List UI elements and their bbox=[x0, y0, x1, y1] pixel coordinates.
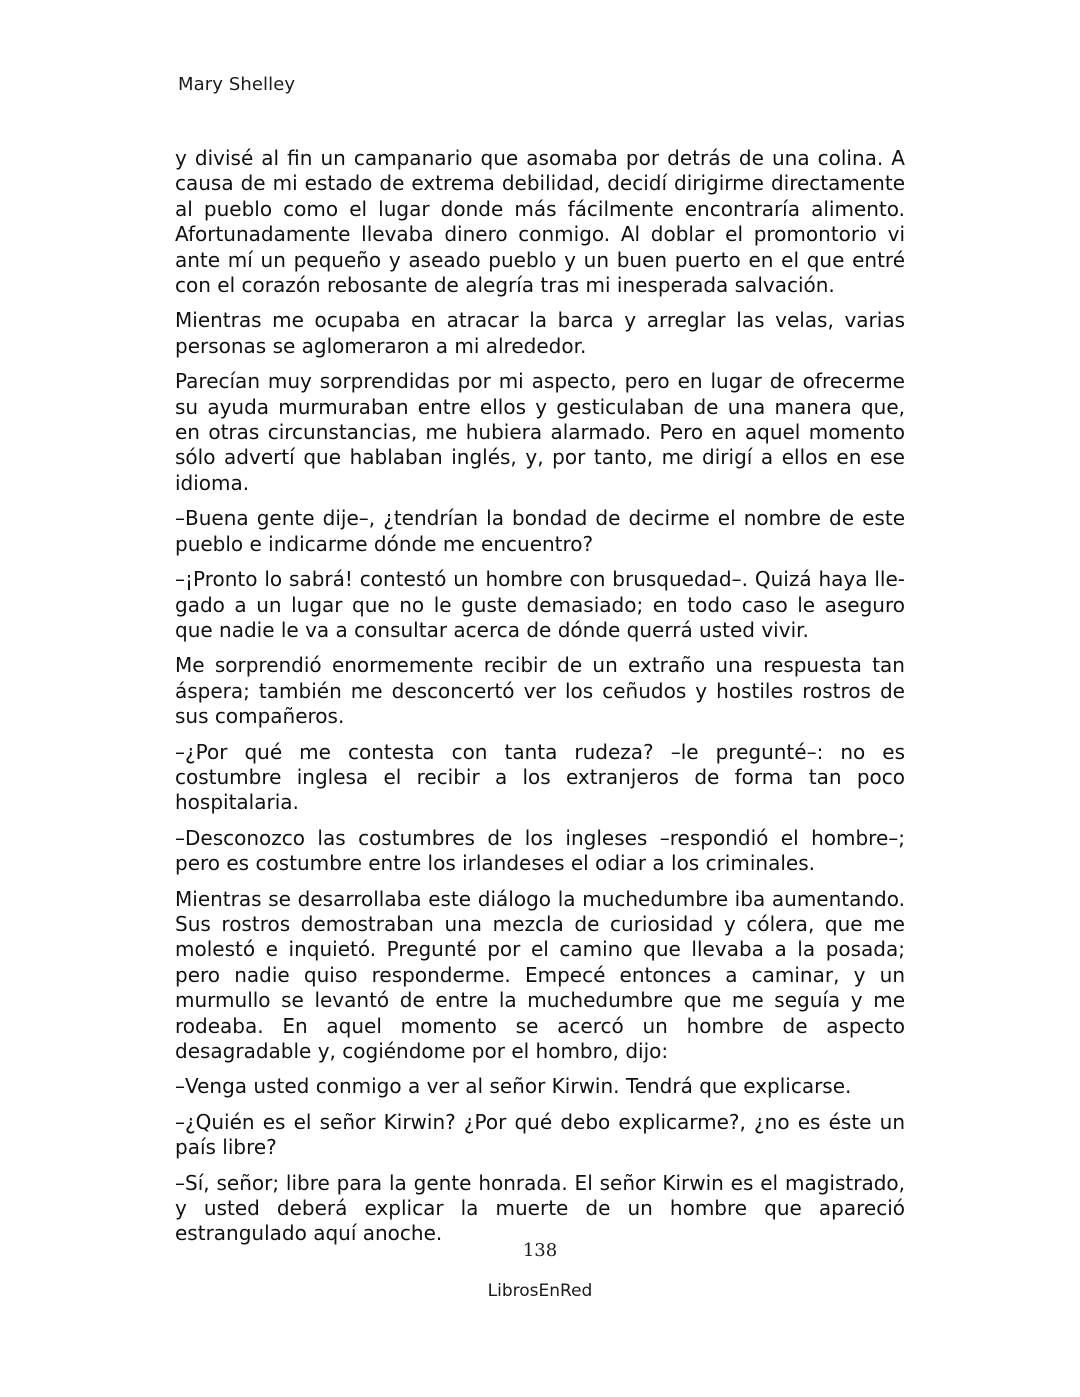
paragraph: Me sorprendió enormemente recibir de un extraño una respuesta tan áspera; también me desconcertó ver los ceñudos y hostiles rostros de sus compañeros. bbox=[175, 653, 905, 729]
paragraph: –Venga usted conmigo a ver al señor Kirwin. Tendrá que explicarse. bbox=[175, 1074, 852, 1099]
page-number: 138 bbox=[522, 1240, 558, 1261]
paragraph: y divisé al fin un campanario que asomaba por detrás de una colina. A causa de mi estado de extrema debilidad, decidí dirigirme directamente al pueblo como el lugar donde más fácilmente encontraría alimento. Afortunadamente llevaba dinero conmigo. Al doblar el promontorio vi ante mí un pequeño y aseado pueblo y un buen puerto en el que entré con el corazón rebosante de alegría tras mi inesperada salvación. bbox=[175, 146, 905, 298]
paragraph: –¡Pronto lo sabrá! contestó un hombre con brusquedad–. Quizá haya llegado a un lugar que no le guste demasiado; en todo caso le aseguro que nadie le va a consultar acerca de dónde querrá usted vivir. bbox=[175, 567, 905, 642]
running-head-author: Mary Shelley bbox=[178, 74, 296, 95]
paragraph: –Sí, señor; libre para la gente honrada. El señor Kirwin es el magistrado, y usted deberá explicar la muerte de un hombre que apareció estrangulado aquí anoche. bbox=[175, 1170, 905, 1246]
paragraph: –¿Por qué me contesta con tanta rudeza? –le pregunté–: no es costumbre inglesa el recibir a los extranjeros de forma tan poco hospitalaria. bbox=[175, 739, 905, 815]
paragraph: –Desconozco las costumbres de los ingleses –respondió el hombre–; pero es costumbre entre los irlandeses el odiar a los criminales. bbox=[175, 825, 905, 876]
publisher-footer: LibrosEnRed bbox=[487, 1281, 593, 1301]
body-text bbox=[175, 146, 905, 1257]
paragraph: Mientras me ocupaba en atracar la barca y arreglar las velas, varias personas se aglomeraron a mi alrededor. bbox=[175, 308, 905, 358]
paragraph: Parecían muy sorprendidas por mi aspecto, pero en lugar de ofrecerme su ayuda murmuraban entre ellos y gesticulaban de una manera que, en otras circunstancias, me hubiera alarmado. Pero en aquel momento sólo advertí que hablaban inglés, y, por tanto, me dirigí a ellos en ese idioma. bbox=[175, 369, 905, 495]
paragraph: –Buena gente dije–, ¿tendrían la bondad de decirme el nombre de este pueblo e indicarme dónde me encuentro? bbox=[175, 506, 905, 556]
paragraph: Mientras se desarrollaba este diálogo la muchedumbre iba aumentando. Sus rostros demostraban una mezcla de curiosidad y cólera, que me molestó e inquietó. Pregunté por el camino que llevaba a la posada; pero nadie quiso responderme. Empecé entonces a caminar, y un murmullo se levantó de entre la muchedumbre que me seguía y me rodeaba. En aquel momento se acercó un hombre de aspecto desagradable y, cogiéndome por el hombro, dijo: bbox=[175, 886, 905, 1063]
paragraph: –¿Quién es el señor Kirwin? ¿Por qué debo explicarme?, ¿no es éste un país libre? bbox=[175, 1109, 905, 1160]
